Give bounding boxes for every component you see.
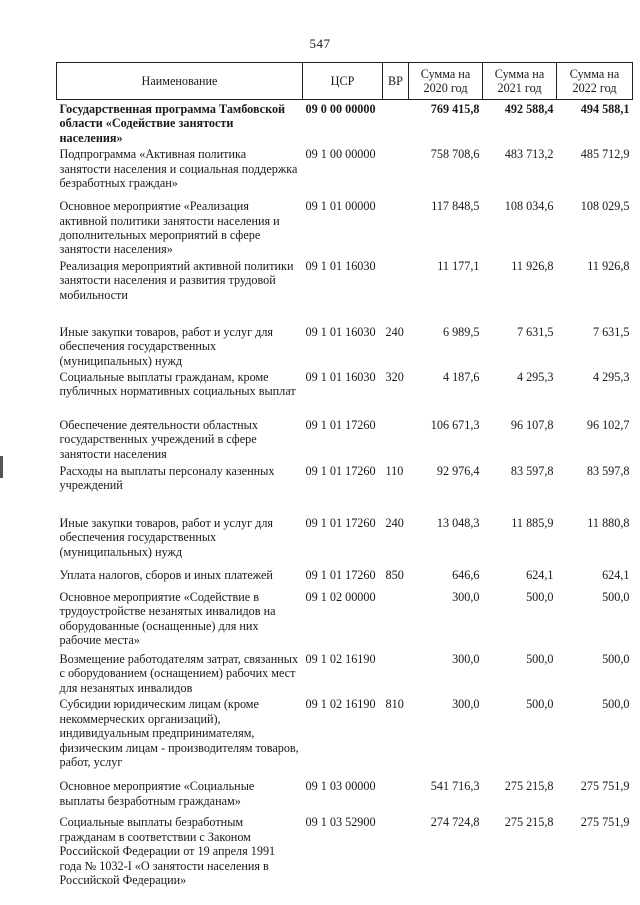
table-row xyxy=(57,100,633,146)
row-sum-2020: 274 724,8 xyxy=(430,815,480,830)
row-sum-2020: 92 976,4 xyxy=(436,464,480,479)
row-vr: 110 xyxy=(385,464,404,479)
row-vr xyxy=(383,197,409,257)
row-sum-2021: 492 588,4 xyxy=(504,102,554,116)
row-name: Иные закупки товаров, работ и услуг для обеспечения государственных (муниципальных) нужд xyxy=(59,324,274,368)
row-csr: 09 1 02 00000 xyxy=(305,590,376,605)
table-row xyxy=(57,650,633,695)
row-sum-2022: 624,1 xyxy=(602,568,630,583)
row-name: Основное мероприятие «Социальные выплаты безработным гражданам» xyxy=(59,779,255,808)
row-vr xyxy=(383,650,409,695)
table-header xyxy=(57,63,633,100)
row-sum-2022: 11 926,8 xyxy=(587,258,630,273)
row-vr xyxy=(383,100,409,146)
row-csr: 09 1 01 17260 xyxy=(305,418,376,433)
row-sum-2022: 7 631,5 xyxy=(592,324,630,339)
row-sum-2021: 624,1 xyxy=(526,568,554,583)
row-sum-2020: 300,0 xyxy=(452,697,480,712)
row-name: Основное мероприятие «Содействие в трудоустройстве незанятых инвалидов на оборудованные (оснащенные) для них рабочие места» xyxy=(59,590,276,648)
row-name: Государственная программа Тамбовской области «Содействие занятости населения» xyxy=(59,102,286,145)
row-sum-2020: 758 708,6 xyxy=(430,147,480,162)
row-csr: 09 1 02 16190 xyxy=(305,697,376,712)
row-sum-2021: 7 631,5 xyxy=(516,324,554,339)
row-sum-2021: 500,0 xyxy=(526,652,554,667)
table-row xyxy=(57,777,633,813)
header-sum-2020: Сумма на 2020 год xyxy=(409,63,483,100)
row-name: Социальные выплаты гражданам, кроме публичных нормативных социальных выплат xyxy=(59,370,296,399)
row-sum-2021: 11 885,9 xyxy=(511,516,554,531)
row-csr: 09 1 01 17260 xyxy=(305,516,376,531)
header-vr: ВР xyxy=(383,63,409,100)
row-sum-2020: 106 671,3 xyxy=(430,418,480,433)
row-name: Субсидии юридическим лицам (кроме некоммерческих организаций), индивидуальным предпринимателям, физическим лицам - производителям товаров, работ, услуг xyxy=(59,697,299,769)
table-row xyxy=(57,514,633,566)
row-name: Обеспечение деятельности областных государственных учреждений в сфере занятости населения xyxy=(59,418,258,461)
row-vr: 240 xyxy=(385,516,404,531)
row-csr: 09 1 00 00000 xyxy=(305,147,376,162)
row-sum-2021: 500,0 xyxy=(526,590,554,605)
row-csr: 09 1 03 00000 xyxy=(305,779,376,794)
row-sum-2020: 4 187,6 xyxy=(442,370,480,385)
row-csr: 09 1 01 16030 xyxy=(305,324,376,339)
row-sum-2022: 275 751,9 xyxy=(580,815,630,830)
row-name: Возмещение работодателям затрат, связанных с оборудованием (оснащением) рабочих мест для незанятых инвалидов xyxy=(59,652,299,695)
row-sum-2021: 483 713,2 xyxy=(504,147,554,162)
row-vr xyxy=(383,777,409,813)
row-csr: 09 0 00 00000 xyxy=(305,102,376,116)
row-name: Основное мероприятие «Реализация активной политики занятости населения и дополнительных мероприятий в сфере занятости населения» xyxy=(59,199,280,257)
row-csr: 09 1 01 17260 xyxy=(305,464,376,479)
row-vr: 850 xyxy=(385,568,404,583)
row-csr: 09 1 03 52900 xyxy=(305,815,376,830)
row-vr: 320 xyxy=(385,370,404,385)
row-name: Уплата налогов, сборов и иных платежей xyxy=(59,568,273,583)
row-sum-2022: 4 295,3 xyxy=(592,370,630,385)
row-sum-2021: 4 295,3 xyxy=(516,370,554,385)
table-row xyxy=(57,197,633,257)
row-sum-2021: 108 034,6 xyxy=(504,199,554,214)
row-vr: 240 xyxy=(385,324,404,339)
row-csr: 09 1 01 00000 xyxy=(305,199,376,214)
row-name: Реализация мероприятий активной политики занятости населения и развития трудовой мобильности xyxy=(59,258,294,302)
row-name: Иные закупки товаров, работ и услуг для обеспечения государственных (муниципальных) нужд xyxy=(59,516,274,559)
row-name: Расходы на выплаты персоналу казенных учреждений xyxy=(59,464,275,493)
row-vr xyxy=(383,813,409,895)
row-sum-2021: 11 926,8 xyxy=(511,258,554,273)
row-sum-2020: 11 177,1 xyxy=(437,258,480,273)
table-row xyxy=(57,695,633,777)
row-name: Социальные выплаты безработным гражданам в соответствии с Законом Российской Федерации от 19 апреля 1991 года № 1032-I «О занятости населения в Российской Федерации» xyxy=(59,815,276,887)
row-sum-2020: 541 716,3 xyxy=(430,779,480,794)
row-sum-2022: 96 102,7 xyxy=(586,418,630,433)
table-row xyxy=(57,257,633,323)
header-csr: ЦСР xyxy=(303,63,383,100)
header-sum-2022: Сумма на 2022 год xyxy=(557,63,633,100)
row-sum-2020: 117 848,5 xyxy=(431,199,480,214)
row-sum-2022: 494 588,1 xyxy=(580,102,630,116)
row-sum-2022: 485 712,9 xyxy=(580,147,630,162)
table-row xyxy=(57,813,633,895)
row-sum-2021: 83 597,8 xyxy=(510,464,554,479)
row-vr xyxy=(383,588,409,650)
page-number: 547 xyxy=(309,36,331,51)
row-sum-2020: 6 989,5 xyxy=(442,324,480,339)
row-vr: 810 xyxy=(385,697,404,712)
row-csr: 09 1 01 17260 xyxy=(305,568,376,583)
row-csr: 09 1 01 16030 xyxy=(305,258,376,273)
row-sum-2021: 500,0 xyxy=(526,697,554,712)
row-vr xyxy=(383,257,409,323)
row-vr xyxy=(383,145,409,197)
table-row xyxy=(57,588,633,650)
row-sum-2021: 275 215,8 xyxy=(504,815,554,830)
row-sum-2022: 500,0 xyxy=(602,697,630,712)
header-name: Наименование xyxy=(57,63,303,100)
table-row xyxy=(57,566,633,588)
row-sum-2020: 13 048,3 xyxy=(436,516,480,531)
row-csr: 09 1 01 16030 xyxy=(305,370,376,385)
row-sum-2020: 300,0 xyxy=(452,652,480,667)
row-sum-2021: 275 215,8 xyxy=(504,779,554,794)
row-sum-2022: 11 880,8 xyxy=(587,516,630,531)
margin-mark xyxy=(0,456,3,478)
table-row xyxy=(57,368,633,416)
row-sum-2020: 646,6 xyxy=(452,568,480,583)
row-sum-2022: 500,0 xyxy=(602,590,630,605)
row-sum-2020: 769 415,8 xyxy=(430,102,480,116)
row-sum-2022: 275 751,9 xyxy=(580,779,630,794)
row-csr: 09 1 02 16190 xyxy=(305,652,376,667)
row-sum-2022: 108 029,5 xyxy=(580,199,630,214)
table-row xyxy=(57,416,633,462)
row-name: Подпрограмма «Активная политика занятости населения и социальная поддержка безработных граждан» xyxy=(59,147,298,191)
row-sum-2022: 83 597,8 xyxy=(586,464,630,479)
row-sum-2020: 300,0 xyxy=(452,590,480,605)
table-row xyxy=(57,323,633,368)
row-vr xyxy=(383,416,409,462)
budget-table xyxy=(56,62,633,895)
row-sum-2021: 96 107,8 xyxy=(510,418,554,433)
header-sum-2021: Сумма на 2021 год xyxy=(483,63,557,100)
table-row xyxy=(57,462,633,514)
table-row xyxy=(57,145,633,197)
row-sum-2022: 500,0 xyxy=(602,652,630,667)
